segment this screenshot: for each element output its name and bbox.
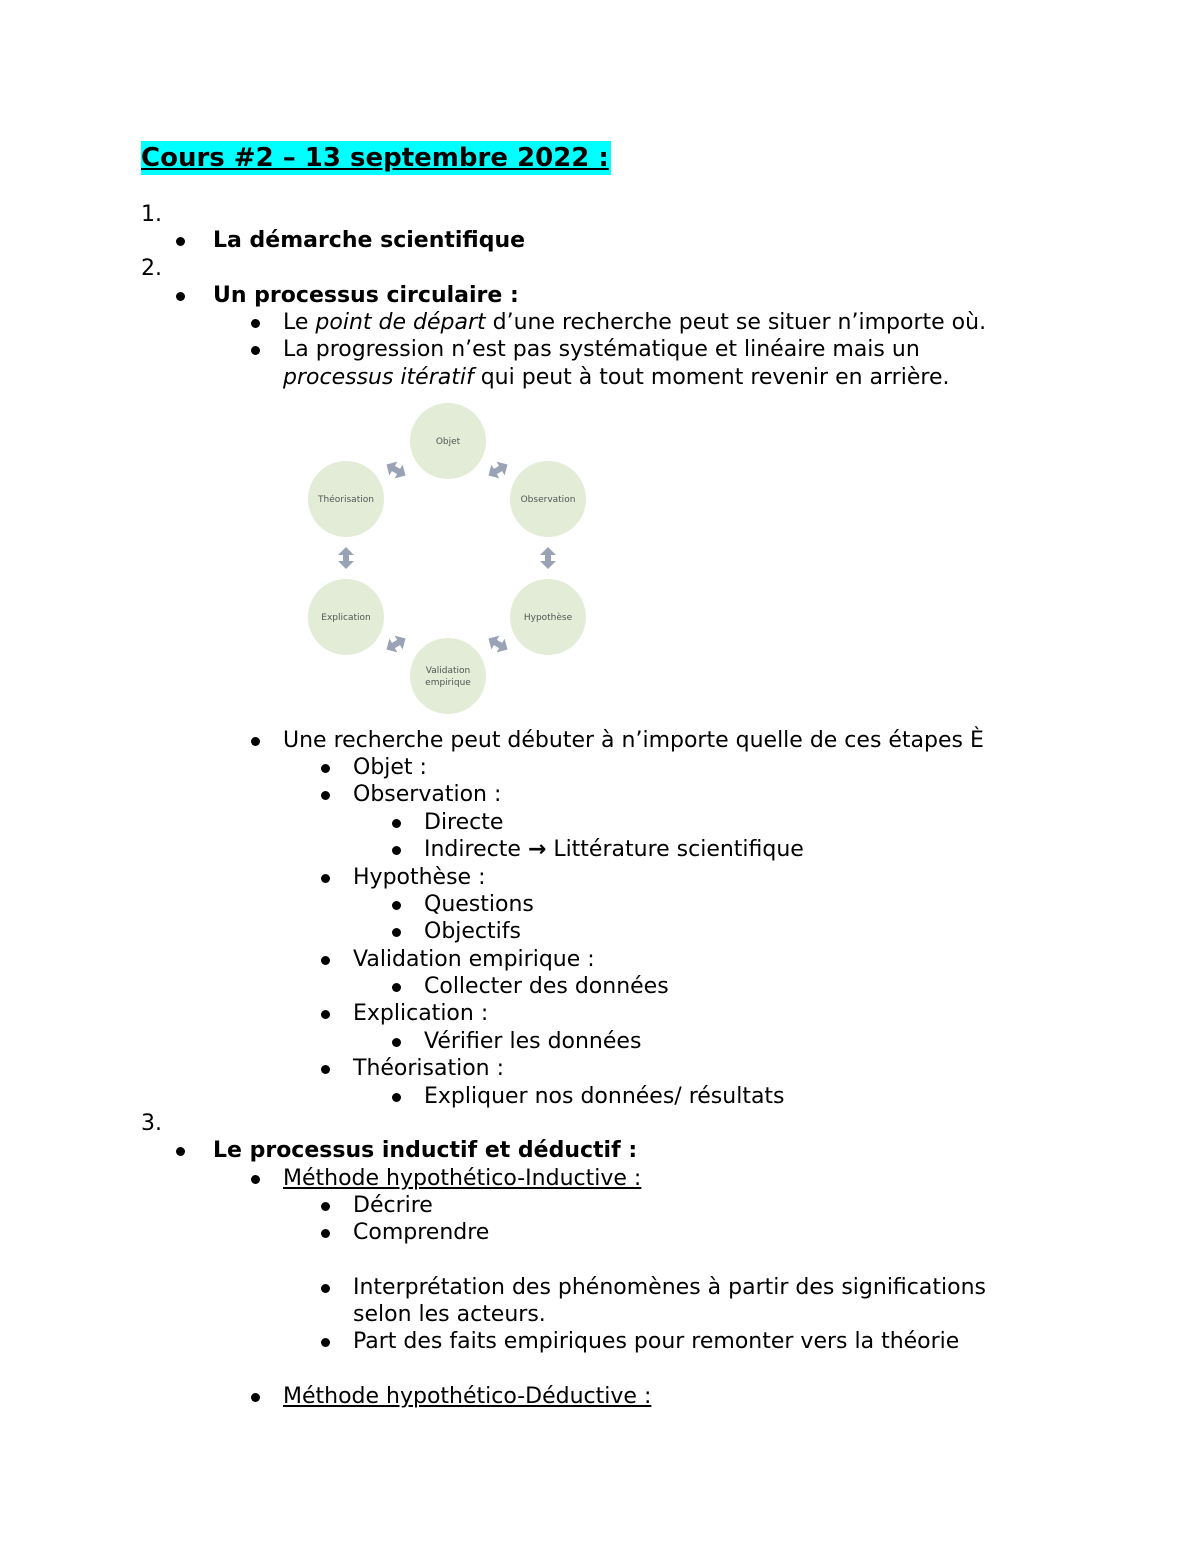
bullet: [321, 1338, 330, 1347]
section-heading-2: Un processus circulaire :: [213, 283, 519, 308]
sub-expliquer: Expliquer nos données/ résultats: [424, 1084, 785, 1109]
arrow-icon: [382, 632, 409, 657]
bullet: [321, 1229, 330, 1238]
bullet: [321, 1202, 330, 1211]
deductive-method: Méthode hypothético-Déductive :: [283, 1384, 652, 1409]
steps-intro: Une recherche peut débuter à n’importe quelle de ces étapes È: [283, 728, 984, 753]
section-heading-3: Le processus inductif et déductif :: [213, 1138, 638, 1163]
node-label-validation-1: Validation: [425, 666, 471, 676]
inductive-part: Part des faits empiriques pour remonter vers la théorie: [353, 1329, 960, 1354]
progression-text-line2: processus itératif qui peut à tout moment revenir en arrière.: [283, 365, 950, 390]
bullet: [251, 1393, 260, 1402]
section-number-2: 2.: [141, 256, 162, 281]
bullet: [392, 846, 401, 855]
bullet: [321, 1065, 330, 1074]
bullet: [321, 956, 330, 965]
sub-questions: Questions: [424, 892, 534, 917]
bullet: [251, 346, 260, 355]
bullet: [321, 791, 330, 800]
inductive-method: Méthode hypothético-Inductive :: [283, 1166, 642, 1191]
bullet: [392, 901, 401, 910]
progression-text-line1: La progression n’est pas systématique et linéaire mais un: [283, 337, 920, 362]
step-objet: Objet :: [353, 755, 427, 780]
node-label-observation: Observation: [520, 495, 576, 505]
right-arrow-icon: →: [527, 837, 547, 862]
point-de-depart-text: Le point de départ d’une recherche peut se situer n’importe où.: [283, 310, 987, 335]
step-theorisation: Théorisation :: [353, 1056, 505, 1081]
arrow-icon: [484, 458, 511, 483]
bullet: [251, 319, 260, 328]
bullet: [392, 928, 401, 937]
node-validation: [410, 638, 486, 714]
sub-indirecte: Indirecte → Littérature scientifique: [424, 837, 804, 862]
sub-directe: Directe: [424, 810, 504, 835]
page-title: Cours #2 – 13 septembre 2022 :: [141, 143, 609, 173]
inductive-interpretation-line2: selon les acteurs.: [353, 1302, 546, 1327]
research-cycle-diagram: [300, 397, 600, 722]
bullet: [251, 737, 260, 746]
bullet: [176, 1147, 185, 1156]
section-number-1: 1.: [141, 202, 162, 227]
bullet: [392, 1093, 401, 1102]
arrow-icon: [382, 458, 409, 483]
inductive-interpretation-line1: Interprétation des phénomènes à partir des significations: [353, 1275, 986, 1300]
step-observation: Observation :: [353, 782, 502, 807]
bullet: [251, 1175, 260, 1184]
bullet: [321, 1010, 330, 1019]
section-heading-1: La démarche scientifique: [213, 228, 526, 253]
node-label-objet: Objet: [435, 437, 461, 447]
node-label-validation-2: empirique: [425, 678, 471, 688]
bullet: [321, 764, 330, 773]
bullet: [176, 292, 185, 301]
bullet: [392, 983, 401, 992]
step-hypothese: Hypothèse :: [353, 865, 486, 890]
arrow-icon: [338, 547, 354, 569]
node-label-theorisation: Théorisation: [318, 495, 374, 505]
arrow-icon: [484, 632, 511, 657]
bullet: [176, 237, 185, 246]
node-label-explication: Explication: [321, 613, 371, 623]
node-label-hypothese: Hypothèse: [523, 613, 573, 623]
inductive-comprendre: Comprendre: [353, 1220, 490, 1245]
sub-verifier: Vérifier les données: [424, 1029, 642, 1054]
step-validation: Validation empirique :: [353, 947, 595, 972]
sub-collecter: Collecter des données: [424, 974, 669, 999]
bullet: [321, 1284, 330, 1293]
step-explication: Explication :: [353, 1001, 489, 1026]
sub-objectifs: Objectifs: [424, 919, 521, 944]
bullet: [321, 874, 330, 883]
inductive-decrire: Décrire: [353, 1193, 433, 1218]
section-number-3: 3.: [141, 1111, 162, 1136]
bullet: [392, 819, 401, 828]
arrow-icon: [540, 547, 556, 569]
bullet: [392, 1038, 401, 1047]
